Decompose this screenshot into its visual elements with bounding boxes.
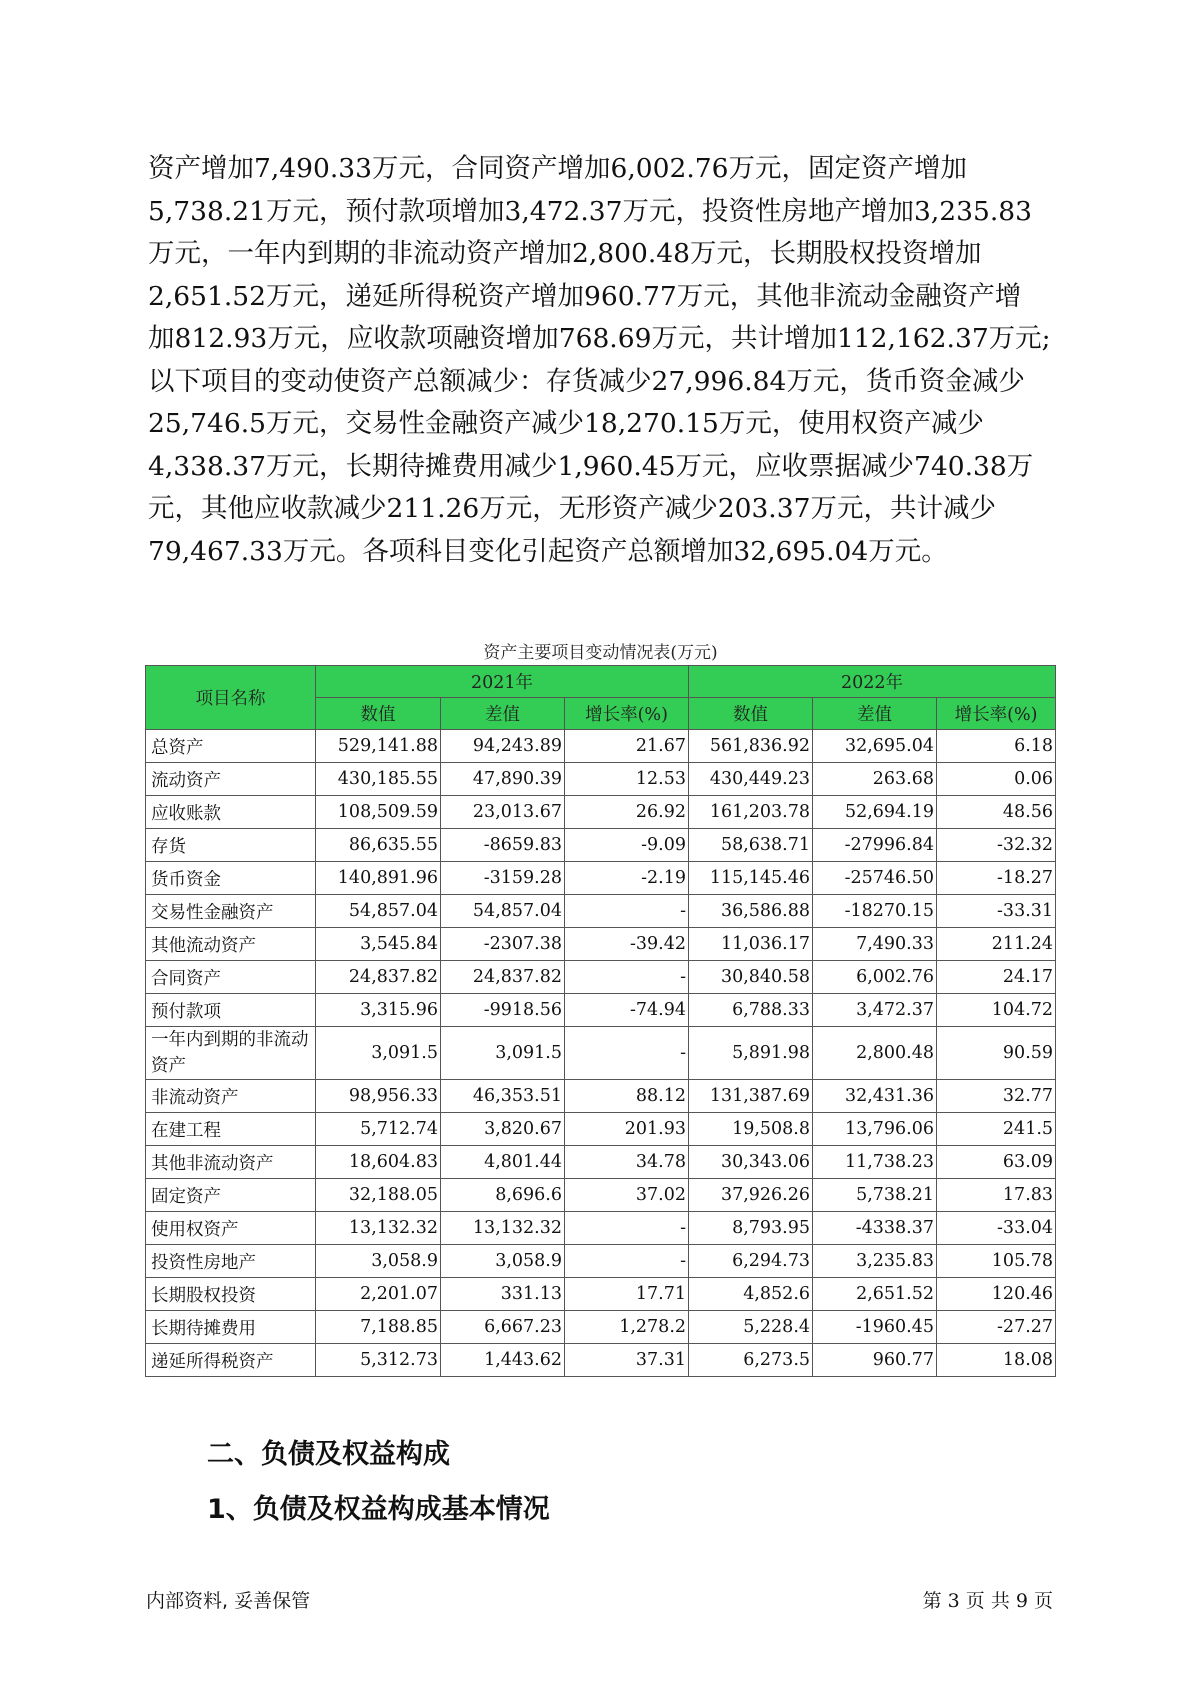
row-cell: - (565, 895, 689, 928)
row-item-name: 使用权资产 (146, 1212, 316, 1245)
header-diff: 差值 (813, 698, 937, 730)
row-cell: -32.32 (937, 829, 1056, 862)
row-cell: 5,228.4 (689, 1311, 813, 1344)
row-cell: 6.18 (937, 730, 1056, 763)
row-cell: 131,387.69 (689, 1080, 813, 1113)
row-cell: 8,696.6 (441, 1179, 565, 1212)
row-cell: 24,837.82 (441, 961, 565, 994)
row-cell: 3,235.83 (813, 1245, 937, 1278)
row-cell: 8,793.95 (689, 1212, 813, 1245)
header-value: 数值 (689, 698, 813, 730)
row-cell: -4338.37 (813, 1212, 937, 1245)
row-cell: 6,788.33 (689, 994, 813, 1027)
row-item-name: 货币资金 (146, 862, 316, 895)
table-row (146, 1179, 1056, 1212)
table-row (146, 1344, 1056, 1377)
row-item-name: 应收账款 (146, 796, 316, 829)
row-cell: 3,472.37 (813, 994, 937, 1027)
row-item-name: 其他流动资产 (146, 928, 316, 961)
table-row (146, 796, 1056, 829)
row-cell: - (565, 1027, 689, 1080)
row-cell: 30,840.58 (689, 961, 813, 994)
row-cell: 1,278.2 (565, 1311, 689, 1344)
row-cell: 19,508.8 (689, 1113, 813, 1146)
row-cell: 4,852.6 (689, 1278, 813, 1311)
row-cell: 430,449.23 (689, 763, 813, 796)
row-cell: -18270.15 (813, 895, 937, 928)
header-year-2021: 2021年 (316, 666, 689, 698)
table-body (146, 730, 1056, 1377)
paragraph-line: 加812.93万元，应收款项融资增加768.69万元，共计增加112,162.37万元; (148, 323, 1051, 354)
row-cell: 7,490.33 (813, 928, 937, 961)
row-cell: 3,058.9 (441, 1245, 565, 1278)
row-cell: 54,857.04 (316, 895, 441, 928)
row-cell: 7,188.85 (316, 1311, 441, 1344)
row-cell: 105.78 (937, 1245, 1056, 1278)
row-cell: 52,694.19 (813, 796, 937, 829)
footer-page-number: 第 3 页 共 9 页 (922, 1590, 1053, 1612)
row-item-name: 长期待摊费用 (146, 1311, 316, 1344)
row-cell: 211.24 (937, 928, 1056, 961)
table-row (146, 829, 1056, 862)
row-cell: 0.06 (937, 763, 1056, 796)
row-cell: 37,926.26 (689, 1179, 813, 1212)
row-cell: 54,857.04 (441, 895, 565, 928)
row-cell: 32,431.36 (813, 1080, 937, 1113)
row-cell: 108,509.59 (316, 796, 441, 829)
table-row (146, 1027, 1056, 1080)
row-cell: 46,353.51 (441, 1080, 565, 1113)
row-cell: 63.09 (937, 1146, 1056, 1179)
row-cell: 6,667.23 (441, 1311, 565, 1344)
row-item-name: 其他非流动资产 (146, 1146, 316, 1179)
table-caption: 资产主要项目变动情况表(万元) (483, 643, 718, 663)
paragraph-line: 4,338.37万元，长期待摊费用减少1,960.45万元，应收票据减少740.38万 (148, 450, 1034, 482)
row-item-name: 长期股权投资 (146, 1278, 316, 1311)
row-cell: 161,203.78 (689, 796, 813, 829)
table-row (146, 1212, 1056, 1245)
paragraph-line: 以下项目的变动使资产总额减少：存货减少27,996.84万元，货币资金减少 (148, 365, 1025, 397)
row-cell: -8659.83 (441, 829, 565, 862)
row-cell: 331.13 (441, 1278, 565, 1311)
row-item-name: 递延所得税资产 (146, 1344, 316, 1377)
row-cell: 140,891.96 (316, 862, 441, 895)
row-item-name: 流动资产 (146, 763, 316, 796)
row-cell: 34.78 (565, 1146, 689, 1179)
row-cell: 5,738.21 (813, 1179, 937, 1212)
row-item-name: 固定资产 (146, 1179, 316, 1212)
row-item-name: 在建工程 (146, 1113, 316, 1146)
row-cell: 6,002.76 (813, 961, 937, 994)
row-cell: 4,801.44 (441, 1146, 565, 1179)
row-cell: 120.46 (937, 1278, 1056, 1311)
row-cell: 24.17 (937, 961, 1056, 994)
header-year-2022: 2022年 (689, 666, 1056, 698)
table-row (146, 895, 1056, 928)
row-cell: 5,312.73 (316, 1344, 441, 1377)
row-cell: 3,058.9 (316, 1245, 441, 1278)
row-item-name: 交易性金融资产 (146, 895, 316, 928)
header-growth: 增长率(%) (565, 698, 689, 730)
row-cell: 17.71 (565, 1278, 689, 1311)
row-cell: 90.59 (937, 1027, 1056, 1080)
row-cell: 1,443.62 (441, 1344, 565, 1377)
table-row (146, 928, 1056, 961)
row-cell: 3,315.96 (316, 994, 441, 1027)
row-cell: -33.04 (937, 1212, 1056, 1245)
section-heading: 二、负债及权益构成 (207, 1439, 450, 1470)
row-item-name: 合同资产 (146, 961, 316, 994)
row-cell: 32,695.04 (813, 730, 937, 763)
table-row (146, 730, 1056, 763)
row-cell: -2.19 (565, 862, 689, 895)
row-cell: 58,638.71 (689, 829, 813, 862)
row-cell: 2,201.07 (316, 1278, 441, 1311)
row-item-name: 投资性房地产 (146, 1245, 316, 1278)
subsection-heading: 1、负债及权益构成基本情况 (207, 1494, 550, 1525)
row-cell: -3159.28 (441, 862, 565, 895)
row-cell: 30,343.06 (689, 1146, 813, 1179)
header-growth: 增长率(%) (937, 698, 1056, 730)
row-cell: - (565, 961, 689, 994)
row-item-name: 非流动资产 (146, 1080, 316, 1113)
row-cell: 2,651.52 (813, 1278, 937, 1311)
header-diff: 差值 (441, 698, 565, 730)
row-cell: - (565, 1212, 689, 1245)
row-cell: -2307.38 (441, 928, 565, 961)
row-cell: 13,132.32 (441, 1212, 565, 1245)
row-cell: 12.53 (565, 763, 689, 796)
row-cell: 3,545.84 (316, 928, 441, 961)
row-cell: 529,141.88 (316, 730, 441, 763)
row-cell: 47,890.39 (441, 763, 565, 796)
table-row (146, 1080, 1056, 1113)
row-cell: 3,091.5 (316, 1027, 441, 1080)
row-cell: 98,956.33 (316, 1080, 441, 1113)
row-item-name: 预付款项 (146, 994, 316, 1027)
row-cell: 86,635.55 (316, 829, 441, 862)
row-cell: 960.77 (813, 1344, 937, 1377)
row-cell: 13,132.32 (316, 1212, 441, 1245)
row-item-name: 一年内到期的非流动资产 (146, 1027, 316, 1080)
header-value: 数值 (316, 698, 441, 730)
row-item-name: 总资产 (146, 730, 316, 763)
row-cell: - (565, 1245, 689, 1278)
footer-confidential-note: 内部资料, 妥善保管 (146, 1590, 311, 1612)
row-cell: 18,604.83 (316, 1146, 441, 1179)
row-cell: 23,013.67 (441, 796, 565, 829)
row-cell: 37.02 (565, 1179, 689, 1212)
body-paragraph (148, 148, 1053, 573)
row-cell: 21.67 (565, 730, 689, 763)
header-item-name: 项目名称 (146, 666, 316, 730)
paragraph-line: 5,738.21万元，预付款项增加3,472.37万元，投资性房地产增加3,235.83 (148, 195, 1033, 227)
row-cell: -9.09 (565, 829, 689, 862)
table-row (146, 1146, 1056, 1179)
table-row (146, 994, 1056, 1027)
table-row (146, 961, 1056, 994)
row-cell: 115,145.46 (689, 862, 813, 895)
row-cell: 18.08 (937, 1344, 1056, 1377)
row-cell: -25746.50 (813, 862, 937, 895)
row-cell: 5,891.98 (689, 1027, 813, 1080)
row-cell: -27996.84 (813, 829, 937, 862)
paragraph-line: 79,467.33万元。各项科目变化引起资产总额增加32,695.04万元。 (148, 535, 948, 567)
row-cell: 17.83 (937, 1179, 1056, 1212)
row-cell: 5,712.74 (316, 1113, 441, 1146)
row-cell: 430,185.55 (316, 763, 441, 796)
row-cell: 11,738.23 (813, 1146, 937, 1179)
row-cell: -33.31 (937, 895, 1056, 928)
table-row (146, 862, 1056, 895)
paragraph-line: 元，其他应收款减少211.26万元，无形资产减少203.37万元，共计减少 (148, 493, 996, 524)
table-row (146, 1311, 1056, 1344)
row-cell: 88.12 (565, 1080, 689, 1113)
row-cell: 24,837.82 (316, 961, 441, 994)
paragraph-line: 2,651.52万元，递延所得税资产增加960.77万元，其他非流动金融资产增 (148, 280, 1022, 312)
row-cell: 48.56 (937, 796, 1056, 829)
row-cell: 263.68 (813, 763, 937, 796)
row-cell: 32.77 (937, 1080, 1056, 1113)
row-cell: 201.93 (565, 1113, 689, 1146)
table-row (146, 1245, 1056, 1278)
row-cell: 241.5 (937, 1113, 1056, 1146)
row-cell: -18.27 (937, 862, 1056, 895)
row-cell: 37.31 (565, 1344, 689, 1377)
table-row (146, 1278, 1056, 1311)
row-cell: -9918.56 (441, 994, 565, 1027)
row-cell: 94,243.89 (441, 730, 565, 763)
row-cell: 6,294.73 (689, 1245, 813, 1278)
row-cell: 11,036.17 (689, 928, 813, 961)
row-cell: 6,273.5 (689, 1344, 813, 1377)
row-cell: 13,796.06 (813, 1113, 937, 1146)
row-cell: 26.92 (565, 796, 689, 829)
row-cell: 2,800.48 (813, 1027, 937, 1080)
row-cell: -1960.45 (813, 1311, 937, 1344)
table-row (146, 1113, 1056, 1146)
row-cell: -39.42 (565, 928, 689, 961)
row-cell: 104.72 (937, 994, 1056, 1027)
row-cell: 3,820.67 (441, 1113, 565, 1146)
paragraph-line: 万元，一年内到期的非流动资产增加2,800.48万元，长期股权投资增加 (148, 238, 982, 269)
paragraph-line: 资产增加7,490.33万元，合同资产增加6,002.76万元，固定资产增加 (148, 153, 968, 184)
row-cell: -74.94 (565, 994, 689, 1027)
asset-change-table (145, 665, 1056, 1377)
row-cell: 32,188.05 (316, 1179, 441, 1212)
row-cell: 3,091.5 (441, 1027, 565, 1080)
row-cell: -27.27 (937, 1311, 1056, 1344)
paragraph-line: 25,746.5万元，交易性金融资产减少18,270.15万元，使用权资产减少 (148, 408, 984, 439)
row-cell: 36,586.88 (689, 895, 813, 928)
row-item-name: 存货 (146, 829, 316, 862)
table-row (146, 763, 1056, 796)
row-cell: 561,836.92 (689, 730, 813, 763)
